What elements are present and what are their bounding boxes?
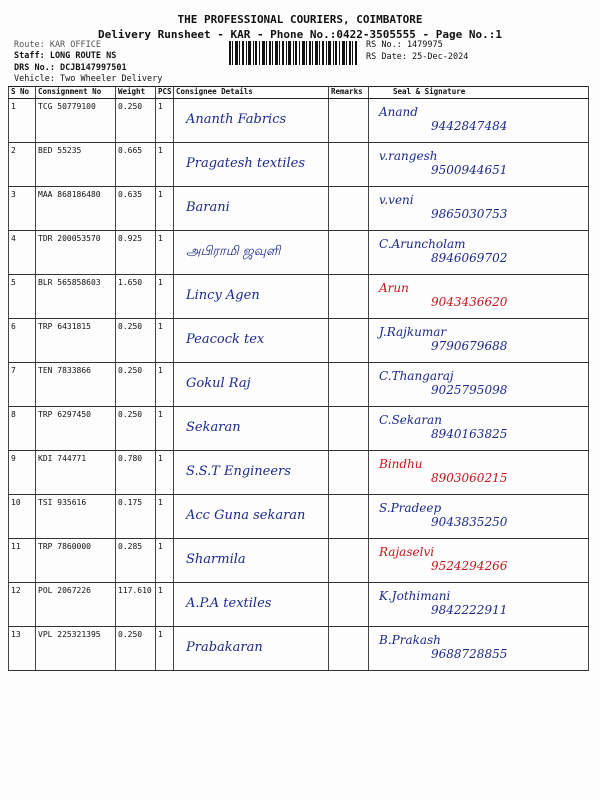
row-remarks — [329, 451, 369, 495]
row-sno: 8 — [9, 407, 36, 451]
company-title: THE PROFESSIONAL COURIERS, COIMBATORE — [177, 13, 423, 26]
table-row — [9, 231, 589, 275]
row-consignment-no: TSI 935616 — [36, 495, 116, 539]
row-consignee: Gokul Raj — [186, 376, 251, 391]
row-signature-cell — [369, 319, 589, 363]
col-consignee: Consignee Details — [174, 87, 329, 99]
table-row — [9, 407, 589, 451]
runsheet-title: Delivery Runsheet - KAR - Phone No.:0422-3505555 - Page No.:1 — [98, 28, 502, 41]
row-consignee: Acc Guna sekaran — [186, 508, 306, 523]
row-consignee: Peacock tex — [186, 332, 265, 347]
row-signature: C.Aruncholam — [379, 237, 466, 251]
table-row — [9, 539, 589, 583]
table-row — [9, 451, 589, 495]
row-weight: 0.250 — [116, 407, 156, 451]
row-signature-cell — [369, 495, 589, 539]
row-sno: 6 — [9, 319, 36, 363]
row-sno: 10 — [9, 495, 36, 539]
row-remarks — [329, 143, 369, 187]
row-pcs: 1 — [156, 319, 174, 363]
row-consignment-no: MAA 868186480 — [36, 187, 116, 231]
row-consignment-no: TCG 50779100 — [36, 99, 116, 143]
row-sno: 2 — [9, 143, 36, 187]
row-pcs: 1 — [156, 275, 174, 319]
row-sno: 12 — [9, 583, 36, 627]
delivery-table — [8, 86, 589, 671]
row-consignee: Lincy Agen — [186, 288, 260, 303]
row-remarks — [329, 627, 369, 671]
row-consignee-cell — [174, 363, 329, 407]
table-row — [9, 495, 589, 539]
table-header-row — [9, 87, 589, 99]
row-consignment-no: TDR 200053570 — [36, 231, 116, 275]
row-signature: Bindhu — [379, 457, 423, 471]
row-signature: Rajaselvi — [379, 545, 435, 559]
table-row — [9, 627, 589, 671]
row-sno: 4 — [9, 231, 36, 275]
row-phone: 9842222911 — [431, 603, 508, 617]
drs-number: DRS No.: DCJB147997501 — [14, 63, 127, 73]
row-signature-cell — [369, 583, 589, 627]
table-row — [9, 363, 589, 407]
row-pcs: 1 — [156, 143, 174, 187]
row-consignee-cell — [174, 143, 329, 187]
rs-number: RS No.: 1479975 — [366, 40, 443, 50]
row-consignment-no: TEN 7833866 — [36, 363, 116, 407]
row-signature-cell — [369, 451, 589, 495]
row-consignee: அபிராமி ஜவுளி — [186, 244, 281, 259]
row-weight: 0.925 — [116, 231, 156, 275]
row-consignee-cell — [174, 187, 329, 231]
row-consignee-cell — [174, 583, 329, 627]
row-weight: 0.285 — [116, 539, 156, 583]
row-remarks — [329, 319, 369, 363]
row-consignee: Barani — [186, 200, 230, 215]
row-sno: 13 — [9, 627, 36, 671]
row-pcs: 1 — [156, 583, 174, 627]
row-pcs: 1 — [156, 363, 174, 407]
row-phone: 8946069702 — [431, 251, 508, 265]
row-pcs: 1 — [156, 99, 174, 143]
row-consignee: S.S.T Engineers — [186, 464, 291, 479]
row-weight: 0.635 — [116, 187, 156, 231]
row-consignment-no: TRP 6297450 — [36, 407, 116, 451]
row-signature: C.Sekaran — [379, 413, 442, 427]
row-remarks — [329, 539, 369, 583]
row-consignment-no: VPL 225321395 — [36, 627, 116, 671]
table-row — [9, 275, 589, 319]
row-sno: 5 — [9, 275, 36, 319]
row-consignee: Sharmila — [186, 552, 246, 567]
vehicle-label: Vehicle: Two Wheeler Delivery — [14, 74, 163, 84]
row-weight: 1.650 — [116, 275, 156, 319]
col-pcs: PCS — [156, 87, 174, 99]
row-phone: 8903060215 — [431, 471, 508, 485]
row-consignee-cell — [174, 495, 329, 539]
row-sno: 3 — [9, 187, 36, 231]
row-consignee: A.P.A textiles — [186, 596, 272, 611]
row-weight: 0.175 — [116, 495, 156, 539]
row-remarks — [329, 275, 369, 319]
row-signature-cell — [369, 627, 589, 671]
row-signature-cell — [369, 539, 589, 583]
row-consignee-cell — [174, 539, 329, 583]
table-row — [9, 583, 589, 627]
row-signature-cell — [369, 99, 589, 143]
row-remarks — [329, 583, 369, 627]
col-seal-signature: Seal & Signature — [369, 87, 589, 99]
row-signature: v.veni — [379, 193, 414, 207]
col-remarks: Remarks — [329, 87, 369, 99]
table-row — [9, 99, 589, 143]
row-consignee-cell — [174, 627, 329, 671]
row-phone: 9524294266 — [431, 559, 508, 573]
row-weight: 0.250 — [116, 363, 156, 407]
row-remarks — [329, 495, 369, 539]
row-consignment-no: KDI 744771 — [36, 451, 116, 495]
row-weight: 117.610 — [116, 583, 156, 627]
row-remarks — [329, 231, 369, 275]
row-consignment-no: BLR 565858603 — [36, 275, 116, 319]
row-signature: Anand — [379, 105, 418, 119]
row-consignee-cell — [174, 275, 329, 319]
row-signature: B.Prakash — [379, 633, 441, 647]
row-weight: 0.780 — [116, 451, 156, 495]
row-weight: 0.250 — [116, 99, 156, 143]
row-phone: 9025795098 — [431, 383, 508, 397]
row-weight: 0.250 — [116, 319, 156, 363]
table-row — [9, 187, 589, 231]
row-phone: 9865030753 — [431, 207, 508, 221]
row-pcs: 1 — [156, 187, 174, 231]
row-signature: S.Pradeep — [379, 501, 442, 515]
row-pcs: 1 — [156, 539, 174, 583]
col-weight: Weight — [116, 87, 156, 99]
row-signature-cell — [369, 275, 589, 319]
row-phone: 9500944651 — [431, 163, 508, 177]
row-pcs: 1 — [156, 231, 174, 275]
row-consignee-cell — [174, 99, 329, 143]
barcode — [229, 41, 357, 65]
col-sno: S No — [9, 87, 36, 99]
row-pcs: 1 — [156, 451, 174, 495]
route-label: Route: KAR OFFICE — [14, 40, 101, 50]
row-phone: 9688728855 — [431, 647, 508, 661]
col-consignment: Consignment No — [36, 87, 116, 99]
row-signature: C.Thangaraj — [379, 369, 454, 383]
row-signature-cell — [369, 231, 589, 275]
row-phone: 9043436620 — [431, 295, 508, 309]
row-consignee: Prabakaran — [186, 640, 263, 655]
row-sno: 7 — [9, 363, 36, 407]
row-weight: 0.665 — [116, 143, 156, 187]
row-phone: 8940163825 — [431, 427, 508, 441]
row-consignee-cell — [174, 407, 329, 451]
rs-date: RS Date: 25-Dec-2024 — [366, 52, 469, 62]
row-consignee-cell — [174, 231, 329, 275]
row-pcs: 1 — [156, 627, 174, 671]
row-signature-cell — [369, 143, 589, 187]
row-consignment-no: POL 2067226 — [36, 583, 116, 627]
row-phone: 9790679688 — [431, 339, 508, 353]
row-signature-cell — [369, 187, 589, 231]
table-row — [9, 319, 589, 363]
table-row — [9, 143, 589, 187]
row-consignment-no: BED 55235 — [36, 143, 116, 187]
row-remarks — [329, 187, 369, 231]
row-consignee: Ananth Fabrics — [186, 112, 287, 127]
row-pcs: 1 — [156, 495, 174, 539]
row-consignee: Pragatesh textiles — [186, 156, 306, 171]
row-consignment-no: TRP 6431815 — [36, 319, 116, 363]
row-phone: 9043835250 — [431, 515, 508, 529]
row-pcs: 1 — [156, 407, 174, 451]
row-phone: 9442847484 — [431, 119, 508, 133]
row-consignee-cell — [174, 319, 329, 363]
row-remarks — [329, 363, 369, 407]
staff-label: Staff: LONG ROUTE NS — [14, 51, 117, 61]
row-consignee-cell — [174, 451, 329, 495]
row-remarks — [329, 99, 369, 143]
row-consignee: Sekaran — [186, 420, 241, 435]
row-sno: 9 — [9, 451, 36, 495]
row-signature: J.Rajkumar — [379, 325, 447, 339]
row-weight: 0.250 — [116, 627, 156, 671]
row-signature-cell — [369, 407, 589, 451]
row-signature-cell — [369, 363, 589, 407]
row-sno: 11 — [9, 539, 36, 583]
row-sno: 1 — [9, 99, 36, 143]
row-consignment-no: TRP 7860000 — [36, 539, 116, 583]
row-remarks — [329, 407, 369, 451]
row-signature: Arun — [379, 281, 409, 295]
row-signature: K.Jothimani — [379, 589, 451, 603]
row-signature: v.rangesh — [379, 149, 438, 163]
